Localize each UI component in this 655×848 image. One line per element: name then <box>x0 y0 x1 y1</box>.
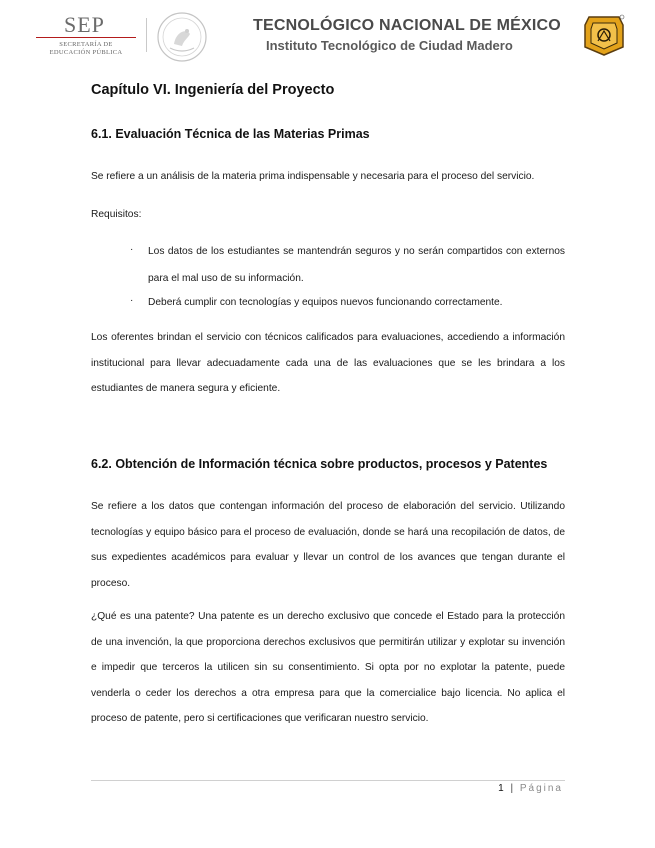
section2-paragraph-1: Se refiere a los datos que contengan información del proceso de elaboración del servicio. Utilizando tecnologías y equipo básico para el proceso de evaluación, donde se hará una recopilación de datos, de sus expedientes académicos para evaluar y llevar un control de los avances que tengan durante el proceso. <box>91 501 565 589</box>
page-footer <box>498 783 563 794</box>
page-header <box>0 0 655 72</box>
itcm-logo-icon <box>583 13 625 57</box>
bullet-item: Deberá cumplir con tecnologías y equipos nuevos funcionando correctamente. <box>148 297 503 308</box>
footer-separator: | <box>510 783 514 794</box>
section-heading-6-1: 6.1. Evaluación Técnica de las Materias Primas <box>91 127 370 141</box>
chapter-title: Capítulo VI. Ingeniería del Proyecto <box>91 82 335 98</box>
sep-logo <box>30 12 142 62</box>
section1-intro: Se refiere a un análisis de la materia prima indispensable y necesaria para el proceso del servicio. <box>91 171 535 182</box>
page-label: Página <box>519 783 563 794</box>
sep-logo-rule <box>36 37 136 38</box>
bullet-item: Los datos de los estudiantes se mantendrán seguros y no serán compartidos con externos para el mal uso de su información. <box>148 246 565 284</box>
page-number: 1 <box>498 783 504 794</box>
bullet-marker: · <box>130 244 134 255</box>
institution-subtitle: Instituto Tecnológico de Ciudad Madero <box>266 38 513 53</box>
sep-logo-line1: SECRETARÍA DE <box>59 41 113 48</box>
bullet-marker: · <box>130 295 134 306</box>
sep-logo-word: SEP <box>64 12 105 37</box>
header-divider <box>146 18 147 52</box>
sep-logo-line2: EDUCACIÓN PÚBLICA <box>49 49 123 56</box>
section-heading-6-2: 6.2. Obtención de Información técnica sobre productos, procesos y Patentes <box>91 457 548 471</box>
mexico-seal-icon <box>152 10 212 64</box>
institution-title: TECNOLÓGICO NACIONAL DE MÉXICO <box>253 17 561 34</box>
section1-paragraph: Los oferentes brindan el servicio con técnicos calificados para evaluaciones, accediendo a información institucional para llevar adecuadamente cada una de las evaluaciones que se les brindara a los estudiantes de manera segura y eficiente. <box>91 332 565 394</box>
requirements-label: Requisitos: <box>91 209 142 220</box>
section2-paragraph-2: ¿Qué es una patente? Una patente es un derecho exclusivo que concede el Estado para la protección de una invención, la que proporciona derechos exclusivos que permitirán utilizar y explotar su invención e impedir que terceros la utilicen sin su consentimiento. Si opta por no explotar la patente, puede venderla o ceder los derechos a otra empresa para que la comercialice bajo licencia. No aplica el proceso de patente, pero si certificaciones que verificaran nuestro servicio. <box>91 611 565 724</box>
footer-divider <box>91 780 565 781</box>
